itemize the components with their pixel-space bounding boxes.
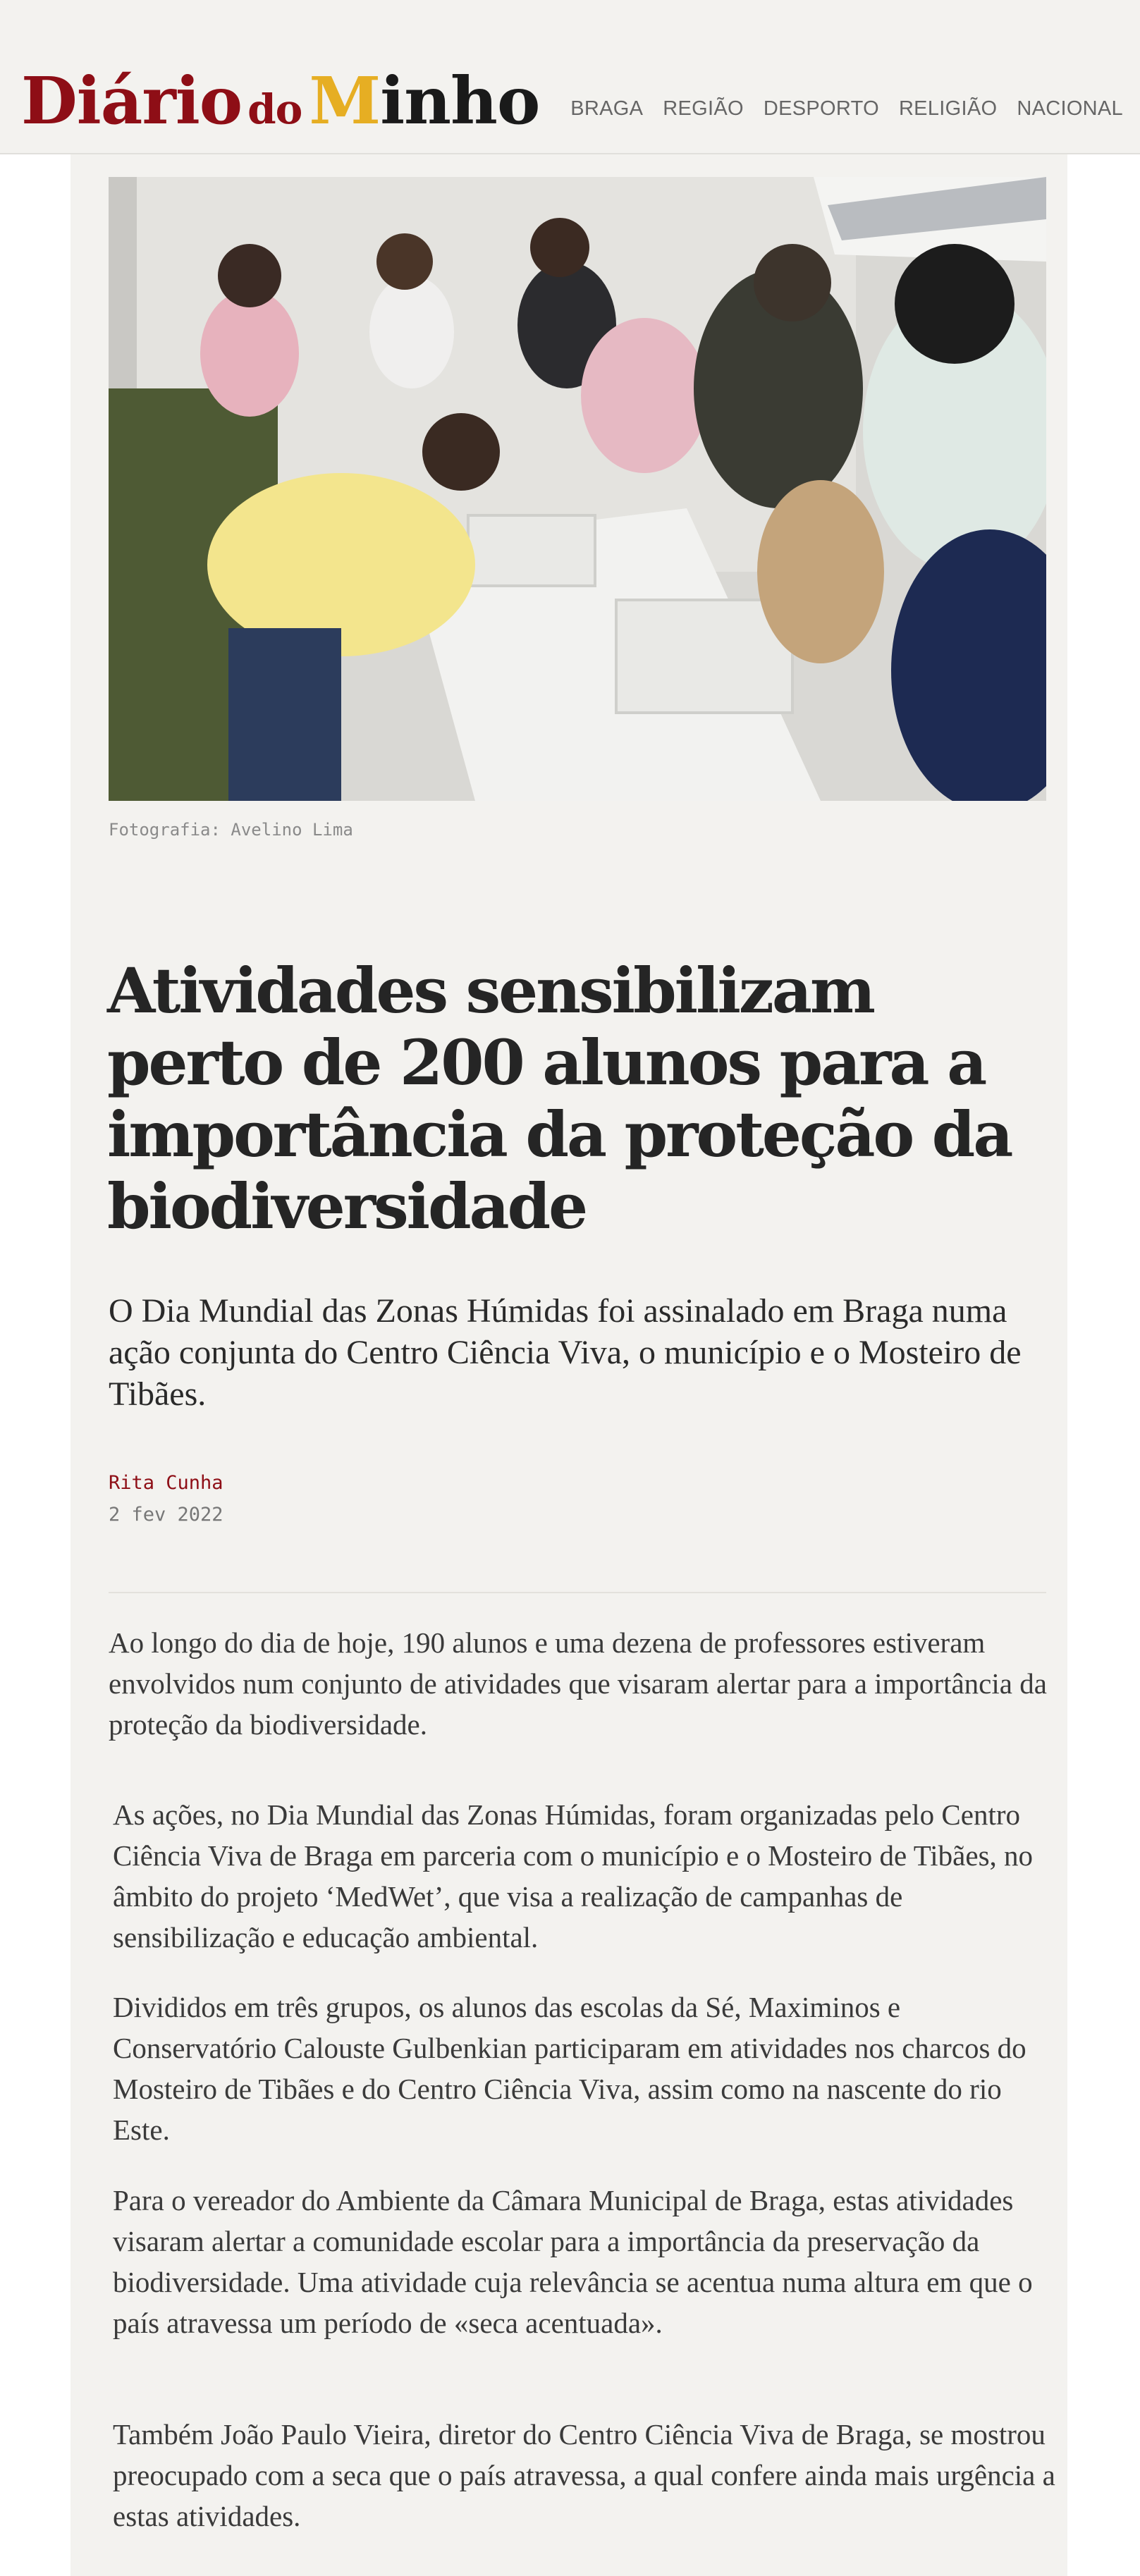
nav-item-regiao[interactable]: REGIÃO [663,97,744,120]
logo-word-diario: Diário [21,63,243,139]
nav-item-nacional[interactable]: NACIONAL [1017,97,1123,120]
logo-word-do: do [247,85,302,133]
page-margin-left [0,154,71,2576]
photo-caption: Fotografia: Avelino Lima [109,820,353,840]
article-lead: O Dia Mundial das Zonas Húmidas foi assinalado em Braga numa ação conjunta do Centro Ciência Viva, o município e o Mosteiro de Tibães. [109,1292,1022,1413]
nav-item-religiao[interactable]: RELIGIÃO [898,97,998,120]
site-header [0,0,1140,154]
page-margin-right [1067,154,1140,2576]
article-paragraph: Ao longo do dia de hoje, 190 alunos e uma dezena de professores estiveram envolvidos num conjunto de atividades que visaram alertar para a importância da proteção da biodiversidade. [109,1626,1047,1741]
article-date: 2 fev 2022 [109,1504,223,1526]
logo-word-inho: inho [380,63,540,139]
nav-item-desporto[interactable]: DESPORTO [763,97,879,120]
article-paragraph: Também João Paulo Vieira, diretor do Centro Ciência Viva de Braga, se mostrou preocupado com a seca que o país atravessa, a qual confere ainda mais urgência a estas atividades. [113,2418,1055,2532]
article-paragraph: As ações, no Dia Mundial das Zonas Húmidas, foram organizadas pelo Centro Ciência Viva de Braga em parceria com o município e o Mosteiro de Tibães, no âmbito do projeto ‘MedWet’, que visa a realização de campanhas de sensibilização e educação ambiental. [113,1798,1034,1954]
logo-letter-m: M [309,63,381,139]
article-author[interactable]: Rita Cunha [109,1472,223,1494]
article-paragraph: Para o vereador do Ambiente da Câmara Municipal de Braga, estas atividades visaram alertar a comunidade escolar para a importância da preservação da biodiversidade. Uma atividade cuja relevância se acentua numa altura em que o país atravessa um período de «seca acentuada». [113,2184,1033,2339]
site-logo[interactable] [21,55,539,147]
article-photo [109,177,1046,801]
main-nav [551,97,1123,121]
article-headline: Atividades sensibilizam perto de 200 alunos para a importância da proteção da biodiversidade [107,954,1012,1243]
divider [109,1592,1046,1593]
article-paragraph: Divididos em três grupos, os alunos das escolas da Sé, Maximinos e Conservatório Calouste Gulbenkian participaram em atividades nos charcos do Mosteiro de Tibães e do Centro Ciência Viva, assim como na nascente do rio Este. [113,1991,1026,2146]
nav-item-braga[interactable]: BRAGA [570,97,644,120]
